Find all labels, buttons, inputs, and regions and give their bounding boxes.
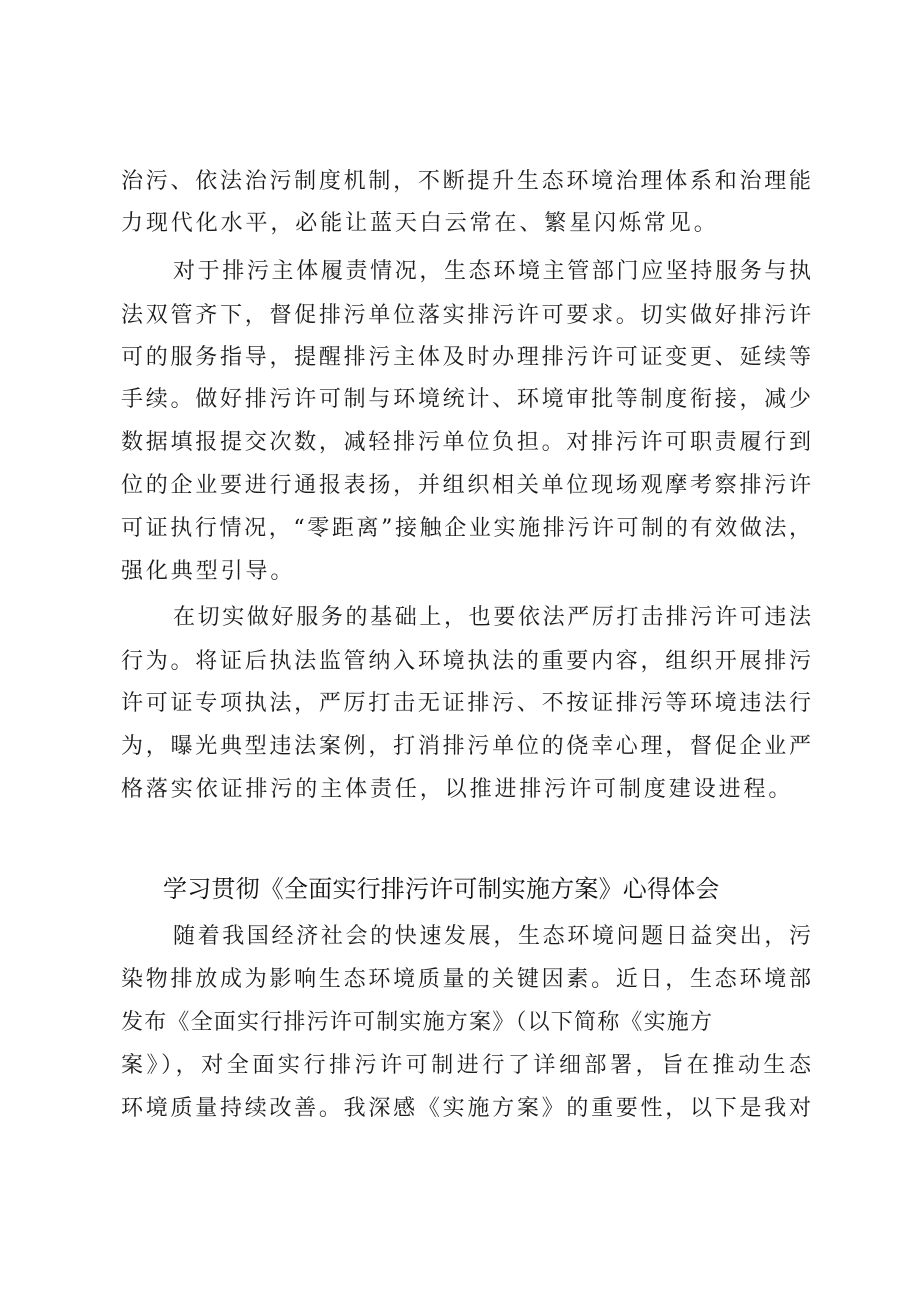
paragraph-4-line-3: 发布《全面实行排污许可制实施方案》（以下简称《实施方 bbox=[121, 1010, 714, 1035]
paragraph-1-line-2: 力现代化水平，必能让蓝天白云常在、繁星闪烁常见。 bbox=[121, 211, 719, 236]
paragraph-4-line-4: 案》），对全面实行排污许可制进行了详细部署，旨在推动生态 bbox=[121, 1053, 811, 1078]
paragraph-2-line-5: 数据填报提交次数，减轻排污单位负担。对排污许可职责履行到 bbox=[121, 430, 811, 455]
paragraph-3-line-3: 许可证专项执法，严厉打击无证排污、不按证排污等环境违法行 bbox=[121, 691, 811, 716]
paragraph-3-line-2: 行为。将证后执法监管纳入环境执法的重要内容，组织开展排污 bbox=[121, 649, 811, 674]
paragraph-2-line-4: 手续。做好排污许可制与环境统计、环境审批等制度衔接，减少 bbox=[121, 387, 811, 412]
paragraph-3-line-1: 在切实做好服务的基础上，也要依法严厉打击排污许可违法 bbox=[173, 605, 811, 630]
section-title: 学习贯彻《全面实行排污许可制实施方案》心得体会 bbox=[163, 875, 720, 903]
paragraph-2-line-6: 位的企业要进行通报表扬，并组织相关单位现场观摩考察排污许 bbox=[121, 473, 811, 498]
paragraph-3-line-5: 格落实依证排污的主体责任，以推进排污许可制度建设进程。 bbox=[121, 777, 794, 802]
paragraph-4-line-5: 环境质量持续改善。我深感《实施方案》的重要性，以下是我对 bbox=[121, 1096, 811, 1121]
paragraph-2-line-7: 可证执行情况，“零距离”接触企业实施排污许可制的有效做法， bbox=[121, 516, 811, 541]
paragraph-1-line-1: 治污、依法治污制度机制，不断提升生态环境治理体系和治理能 bbox=[121, 169, 811, 194]
paragraph-4-line-1: 随着我国经济社会的快速发展，生态环境问题日益突出，污 bbox=[173, 924, 811, 949]
paragraph-4-line-2: 染物排放成为影响生态环境质量的关键因素。近日，生态环境部 bbox=[121, 967, 811, 992]
paragraph-3-line-4: 为，曝光典型违法案例，打消排污单位的侥幸心理，督促企业严 bbox=[121, 734, 811, 759]
paragraph-2-line-2: 法双管齐下，督促排污单位落实排污许可要求。切实做好排污许 bbox=[121, 303, 811, 328]
paragraph-2-line-8: 强化典型引导。 bbox=[121, 559, 296, 584]
paragraph-2-line-1: 对于排污主体履责情况，生态环境主管部门应坚持服务与执 bbox=[173, 259, 811, 284]
paragraph-2-line-3: 可的服务指导，提醒排污主体及时办理排污许可证变更、延续等 bbox=[121, 345, 811, 370]
